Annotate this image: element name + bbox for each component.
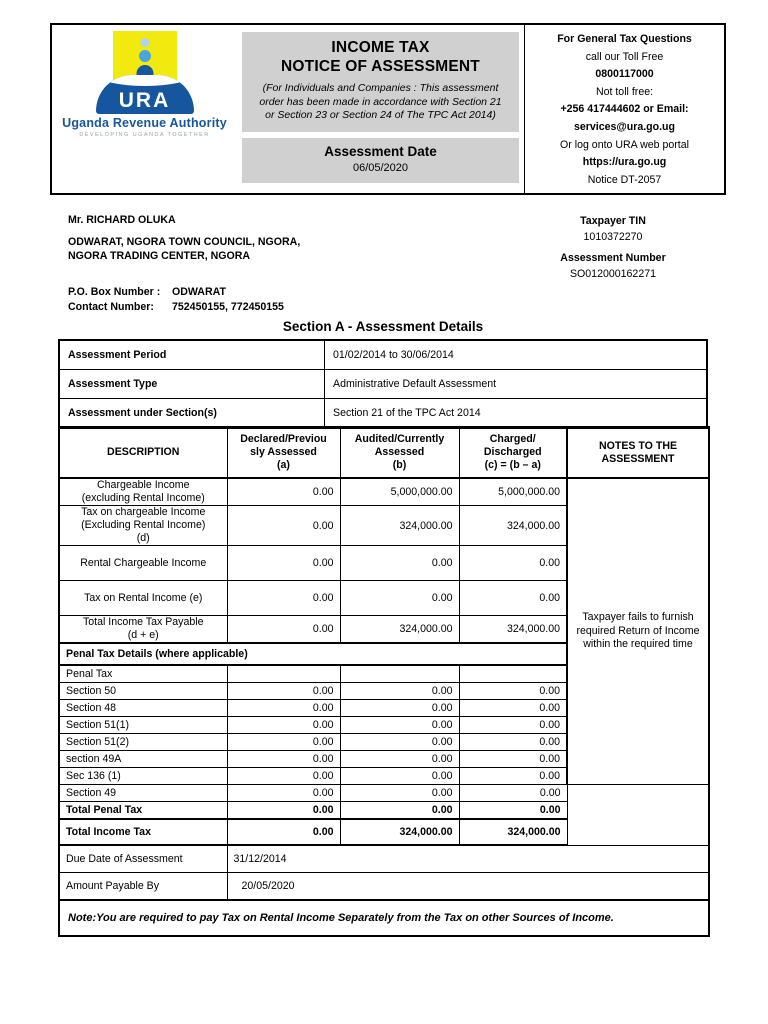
cell-declared: 0.00 xyxy=(227,683,340,700)
cell-declared: 0.00 xyxy=(227,581,340,616)
logo-organisation-name: Uganda Revenue Authority xyxy=(62,116,227,130)
cell-charged: 324,000.00 xyxy=(459,506,567,546)
cell-declared: 0.00 xyxy=(227,717,340,734)
cell-charged: 324,000.00 xyxy=(459,616,567,644)
logo-tagline: DEVELOPING UGANDA TOGETHER xyxy=(79,132,210,138)
row-label-line1: Total Income Tax Payable xyxy=(82,616,204,628)
assessment-section-value: Section 21 of the TPC Act 2014 xyxy=(325,399,708,429)
taxpayer-address-line-2: NGORA TRADING CENTER, NGORA xyxy=(68,250,251,262)
total-penal-tax-row xyxy=(59,802,709,820)
logo-band-arc xyxy=(96,75,194,86)
column-header-declared xyxy=(227,427,340,478)
row-label-line3: (d) xyxy=(136,532,150,544)
row-label-tax-on-chargeable-income xyxy=(59,506,227,546)
column-header-charged-line1: Charged/ xyxy=(489,433,536,445)
row-label-line2: (d + e) xyxy=(127,629,159,641)
cell-audited: 324,000.00 xyxy=(340,506,459,546)
penal-row-label: section 49A xyxy=(59,751,227,768)
assessment-number-label: Assessment Number xyxy=(560,252,666,264)
logo-blue-band xyxy=(96,75,194,114)
cell-audited: 0.00 xyxy=(340,683,459,700)
column-header-notes xyxy=(567,427,709,478)
row-label-line1: Chargeable Income xyxy=(97,479,190,491)
column-header-charged xyxy=(459,427,567,478)
cell-audited: 5,000,000.00 xyxy=(340,478,459,506)
cell-charged: 0.00 xyxy=(459,751,567,768)
cell-declared: 0.00 xyxy=(227,768,340,785)
cell-charged: 0.00 xyxy=(459,785,567,802)
contact-line-7: Or log onto URA web portal xyxy=(560,138,689,151)
po-box-value: ODWARAT xyxy=(172,286,226,298)
logo-dot-medium-icon xyxy=(139,50,151,62)
penal-row-label: Section 48 xyxy=(59,700,227,717)
taxpayer-contact-block xyxy=(68,285,284,314)
row-label-line2: (excluding Rental Income) xyxy=(81,492,205,504)
assessment-details-table xyxy=(58,339,708,429)
row-label-line1: Tax on chargeable Income xyxy=(81,506,206,518)
po-box-label: P.O. Box Number : xyxy=(68,286,161,298)
table-row xyxy=(59,785,709,802)
cell-audited: 0.00 xyxy=(340,734,459,751)
penal-row-label: Section 51(2) xyxy=(59,734,227,751)
amount-payable-by-value: 20/05/2020 xyxy=(227,873,709,901)
assessment-type-value: Administrative Default Assessment xyxy=(325,370,708,399)
due-date-label: Due Date of Assessment xyxy=(59,845,227,873)
taxpayer-tin-value: 1010372270 xyxy=(583,231,643,243)
contact-number-value: 752450155, 772450155 xyxy=(172,300,284,313)
row-label-line2: (Excluding Rental Income) xyxy=(81,519,206,531)
cell-declared: 0.00 xyxy=(227,506,340,546)
footer-note-text: Note:You are required to pay Tax on Rental Income Separately from the Tax on other Sources of Income. xyxy=(59,900,709,936)
logo-dot-small-icon xyxy=(140,38,149,47)
assessment-period-label: Assessment Period xyxy=(59,340,325,370)
cell-charged xyxy=(459,665,567,683)
cell-declared xyxy=(227,665,340,683)
contact-toll-free-number: 0800117000 xyxy=(595,68,654,81)
contact-number-label: Contact Number: xyxy=(68,300,154,313)
cell-declared: 0.00 xyxy=(227,478,340,506)
assessment-type-label: Assessment Type xyxy=(59,370,325,399)
title-subtitle: (For Individuals and Companies : This assessment order has been made in accordance with Section 21 or Section 23 or Section 24 of The TPC Act 2014) xyxy=(259,82,502,121)
penal-row-label: Sec 136 (1) xyxy=(59,768,227,785)
column-header-declared-line3: (a) xyxy=(277,459,290,471)
cell-declared: 0.00 xyxy=(227,616,340,644)
taxpayer-identifier-block xyxy=(500,213,726,282)
footer-note-row xyxy=(59,900,709,936)
due-date-row xyxy=(59,845,709,873)
column-header-notes-line2: ASSESSMENT xyxy=(601,452,675,465)
assessment-date-value: 06/05/2020 xyxy=(352,161,409,174)
taxpayer-tin-label: Taxpayer TIN xyxy=(580,215,646,227)
contact-line-4: Not toll free: xyxy=(595,85,654,98)
contact-email: services@ura.go.ug xyxy=(573,120,675,133)
notice-code: Notice DT-2057 xyxy=(587,173,662,186)
cell-charged: 0.00 xyxy=(459,700,567,717)
assessment-date-label: Assessment Date xyxy=(324,143,437,159)
column-header-notes-line1: NOTES TO THE xyxy=(598,439,678,452)
general-tax-questions-block xyxy=(524,25,724,193)
section-a-heading: Section A - Assessment Details xyxy=(282,319,484,334)
cell-charged: 0.00 xyxy=(459,683,567,700)
cell-charged: 5,000,000.00 xyxy=(459,478,567,506)
row-label-total-income-tax-payable xyxy=(59,616,227,644)
table-header-row xyxy=(59,427,709,478)
row-label-tax-on-rental-income: Tax on Rental Income (e) xyxy=(59,581,227,616)
document-header xyxy=(50,23,726,195)
column-header-description: DESCRIPTION xyxy=(59,427,227,478)
logo-acronym-text: URA xyxy=(118,89,171,112)
ura-logo xyxy=(62,31,227,138)
cell-declared: 0.00 xyxy=(227,751,340,768)
contact-number-row xyxy=(68,300,284,315)
column-header-audited-line2: Assessed xyxy=(374,446,425,458)
table-row xyxy=(59,370,707,399)
column-header-audited-line3: (b) xyxy=(392,459,407,471)
taxpayer-address-block xyxy=(68,213,468,263)
column-header-audited-line1: Audited/Currently xyxy=(354,433,445,445)
cell-audited: 0.00 xyxy=(340,700,459,717)
penal-tax-header-label: Penal Tax xyxy=(59,665,227,683)
taxpayer-name: Mr. RICHARD OLUKA xyxy=(68,214,176,226)
table-row xyxy=(59,399,707,429)
contact-line-1: For General Tax Questions xyxy=(557,33,692,45)
column-header-declared-line1: Declared/Previou xyxy=(240,433,327,445)
cell-declared: 0.00 xyxy=(227,785,340,802)
assessment-number-value: SO012000162271 xyxy=(569,268,656,280)
assessment-figures-table xyxy=(58,426,710,937)
column-header-charged-line3: (c) = (b – a) xyxy=(484,459,541,471)
cell-charged: 0.00 xyxy=(459,581,567,616)
total-income-tax-row xyxy=(59,819,709,845)
amount-payable-by-row xyxy=(59,873,709,901)
po-box-row xyxy=(68,285,284,300)
cell-charged: 0.00 xyxy=(459,768,567,785)
penal-row-label: Section 51(1) xyxy=(59,717,227,734)
cell-audited: 0.00 xyxy=(340,802,459,820)
contact-web-portal-url: https://ura.go.ug xyxy=(582,156,667,169)
table-row xyxy=(59,478,709,506)
column-header-charged-line2: Discharged xyxy=(483,446,542,458)
contact-line-2: call our Toll Free xyxy=(585,50,664,63)
assessment-period-value: 01/02/2014 to 30/06/2014 xyxy=(325,340,708,370)
cell-audited xyxy=(340,665,459,683)
total-income-tax-label: Total Income Tax xyxy=(59,819,227,845)
penal-row-label: Section 50 xyxy=(59,683,227,700)
cell-audited: 0.00 xyxy=(340,768,459,785)
cell-declared: 0.00 xyxy=(227,734,340,751)
contact-phone-number: +256 417444602 or Email: xyxy=(560,103,689,116)
logo-cell xyxy=(52,25,237,193)
taxpayer-address-line-1: ODWARAT, NGORA TOWN COUNCIL, NGORA, xyxy=(68,236,301,248)
cell-charged: 0.00 xyxy=(459,734,567,751)
cell-declared: 0.00 xyxy=(227,819,340,845)
title-line-1: INCOME TAX xyxy=(331,39,430,56)
header-title-cell xyxy=(237,25,524,193)
assessment-section-label: Assessment under Section(s) xyxy=(59,399,325,429)
cell-declared: 0.00 xyxy=(227,700,340,717)
total-penal-tax-label: Total Penal Tax xyxy=(59,802,227,820)
cell-charged: 324,000.00 xyxy=(459,819,567,845)
table-row xyxy=(59,340,707,370)
cell-audited: 324,000.00 xyxy=(340,616,459,644)
due-date-value: 31/12/2014 xyxy=(227,845,709,873)
assessment-date-panel xyxy=(242,138,519,183)
cell-charged: 0.00 xyxy=(459,802,567,820)
penal-row-label: Section 49 xyxy=(59,785,227,802)
cell-charged: 0.00 xyxy=(459,717,567,734)
cell-declared: 0.00 xyxy=(227,802,340,820)
amount-payable-by-label: Amount Payable By xyxy=(59,873,227,901)
row-label-chargeable-income xyxy=(59,478,227,506)
cell-charged: 0.00 xyxy=(459,546,567,581)
column-header-audited xyxy=(340,427,459,478)
title-panel xyxy=(242,32,519,132)
cell-declared: 0.00 xyxy=(227,546,340,581)
cell-audited: 0.00 xyxy=(340,717,459,734)
penal-tax-details-label: Penal Tax Details (where applicable) xyxy=(59,643,567,665)
cell-audited: 324,000.00 xyxy=(340,819,459,845)
cell-audited: 0.00 xyxy=(340,546,459,581)
row-label-rental-chargeable-income: Rental Chargeable Income xyxy=(59,546,227,581)
ura-logo-mark-icon xyxy=(96,31,194,114)
cell-audited: 0.00 xyxy=(340,751,459,768)
cell-audited: 0.00 xyxy=(340,581,459,616)
notes-to-the-assessment-text: Taxpayer fails to furnish required Return of Income within the required time xyxy=(567,478,709,785)
title-line-2: NOTICE OF ASSESSMENT xyxy=(281,58,480,75)
cell-audited: 0.00 xyxy=(340,785,459,802)
column-header-declared-line2: sly Assessed xyxy=(250,446,317,458)
